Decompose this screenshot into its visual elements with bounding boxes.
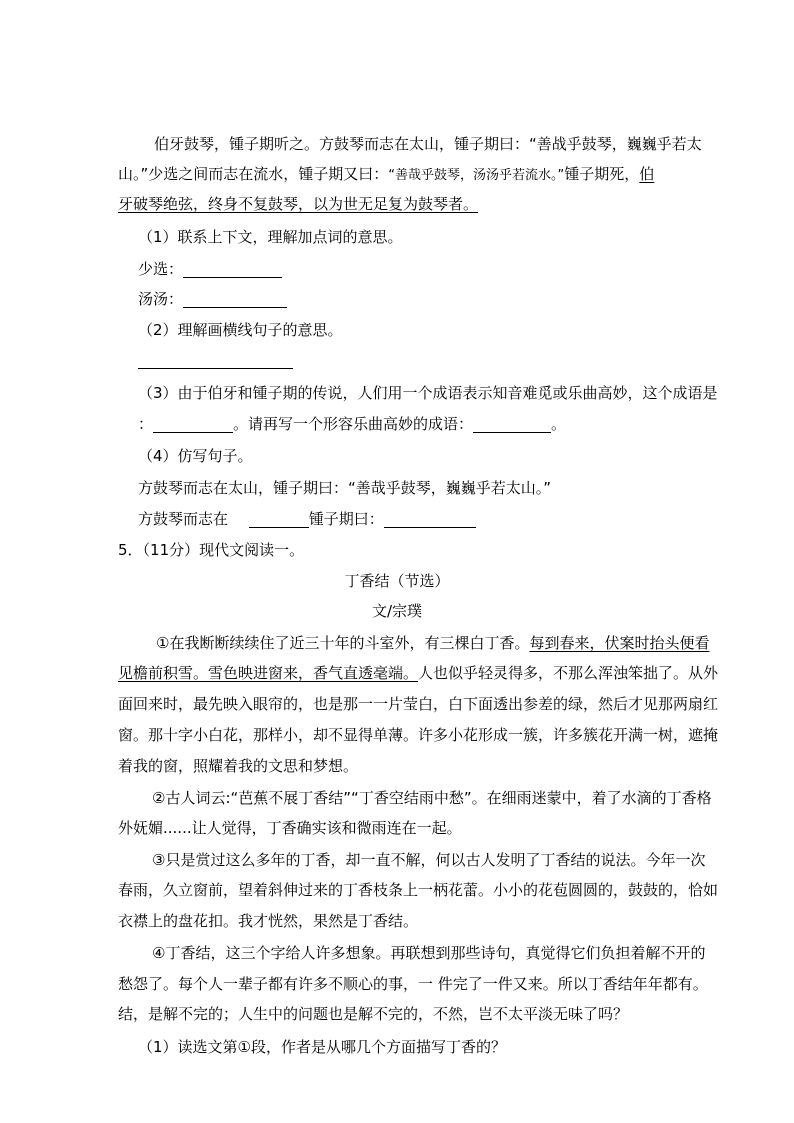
paragraph-3-line-2: 春雨，久立窗前，望着斜伸过来的丁香枝条上一柄花蕾。小小的花苞圆圆的，鼓鼓的，恰如 [118, 881, 719, 899]
paragraph-1-line-3: 面回来时，最先映入眼帘的，也是那一一片莹白，白下面透出参差的绿，然后才见那两扇红 [118, 695, 719, 713]
question-4-answer-line: 方鼓琴而志在 锺子期曰： [138, 509, 794, 529]
answer-blank[interactable] [183, 261, 282, 278]
paragraph-2-line-2: 外妩媚......让人觉得，丁香确实该和微雨连在一起。 [118, 819, 462, 837]
paragraph-1-line-4: 窗。那十字小白花，那样小，却不显得单薄。许多小花形成一簇，许多簇花开满一树，遮掩 [118, 726, 719, 744]
final-question: （1）读选文第①段，作者是从哪几个方面描写丁香的？ [138, 1038, 506, 1056]
paragraph-2-line-1: ②古人词云:“芭蕉不展丁香结”“丁香空结雨中愁”。在细雨迷蒙中，着了水滴的丁香格 [152, 789, 712, 807]
question-3-line-2: ： 。请再写一个形容乐曲高妙的成语： 。 [138, 415, 567, 433]
paragraph-3-line-1: ③只是赏过这么多年的丁香，却一直不解，何以古人发明了丁香结的说法。今年一次 [152, 851, 706, 869]
question-2-title: （2）理解画横线句子的意思。 [138, 321, 343, 339]
question-1-word-2: 汤汤： [138, 289, 794, 309]
answer-blank[interactable] [183, 291, 287, 308]
passage1-line-2: 山。”少选之间而志在流水，锺子期又曰：“善哉乎鼓琴，汤汤乎若流水。”锺子期死，伯 [118, 165, 655, 183]
paragraph-1-line-5: 着我的窗，照耀着我的文思和梦想。 [118, 757, 359, 775]
answer-blank[interactable] [138, 352, 293, 369]
paragraph-1-line-1: ①在我断断续续住了近三十年的斗室外，有三棵白丁香。每到春来，伏案时抬头便看 [156, 634, 710, 652]
answer-blank[interactable] [249, 511, 309, 528]
paragraph-4-line-3: 结，是解不完的；人生中的问题也是解不完的，不然，岂不太平淡无味了吗？ [118, 1005, 629, 1023]
question-4-example: 方鼓琴而志在太山，锺子期曰：“善哉乎鼓琴，巍巍乎若太山。” [138, 479, 552, 497]
passage1-line-1: 伯牙鼓琴，锺子期听之。方鼓琴而志在太山，锺子期曰：“善战乎鼓琴，巍巍乎若太 [154, 135, 702, 153]
paragraph-1-line-2: 见檐前积雪。雪色映进窗来，香气直透毫端。人也似乎轻灵得多，不那么浑浊笨拙了。从外 [118, 664, 719, 682]
reading-title: 丁香结（节选） [344, 572, 450, 590]
paragraph-3-line-3: 衣襟上的盘花扣。我才恍然，果然是丁香结。 [118, 912, 419, 930]
section-5-heading: 5．（11分）现代文阅读一。 [118, 541, 305, 559]
paragraph-4-line-2: 愁怨了。每个人一辈子都有许多不顺心的事，一 件完了一件又来。所以丁香结年年都有。 [118, 975, 708, 993]
passage1-line-3-underlined: 牙破琴绝弦，终身不复鼓琴，以为世无足复为鼓琴者。 [118, 195, 479, 213]
answer-blank[interactable] [153, 416, 233, 433]
question-1-title: （1）联系上下文，理解加点词的意思。 [138, 228, 403, 246]
question-1-word-1: 少选： [138, 259, 794, 279]
question-3-line-1: （3）由于伯牙和锺子期的传说，人们用一个成语表示知音难觅或乐曲高妙，这个成语是 [138, 384, 718, 402]
question-2-answer [138, 350, 794, 370]
reading-author: 文/宗璞 [371, 602, 423, 620]
answer-blank[interactable] [384, 511, 476, 528]
paragraph-4-line-1: ④丁香结，这三个字给人许多想象。再联想到那些诗句，真觉得它们负担着解不开的 [152, 944, 706, 962]
question-4-title: （4）仿写句子。 [138, 447, 253, 465]
answer-blank[interactable] [473, 416, 551, 433]
